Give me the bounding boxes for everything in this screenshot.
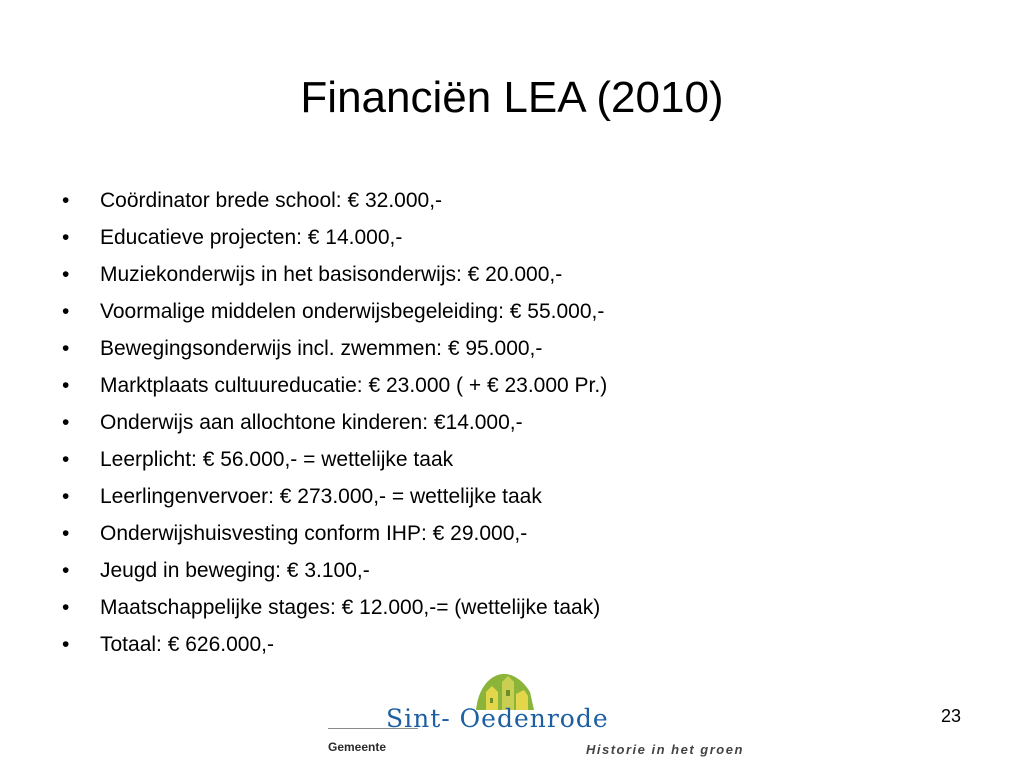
logo-municipality-label: Gemeente	[328, 740, 387, 754]
bullet-text: Leerplicht: € 56.000,- = wettelijke taak	[100, 448, 454, 471]
bullet-dot-icon: •	[62, 411, 70, 434]
bullet-dot-icon: •	[62, 226, 70, 249]
bullet-item	[62, 330, 962, 367]
bullet-item	[62, 404, 962, 441]
bullet-item	[62, 441, 962, 478]
bullet-text: Maatschappelijke stages: € 12.000,-= (wettelijke taak)	[100, 596, 601, 619]
bullet-dot-icon: •	[62, 300, 70, 323]
bullet-text: Jeugd in beweging: € 3.100,-	[100, 559, 370, 582]
bullet-text: Leerlingenvervoer: € 273.000,- = wettelijke taak	[100, 485, 542, 508]
bullet-text: Onderwijs aan allochtone kinderen: €14.000,-	[100, 411, 523, 434]
bullet-item	[62, 515, 962, 552]
bullet-dot-icon: •	[62, 633, 70, 656]
bullet-item	[62, 552, 962, 589]
bullet-dot-icon: •	[62, 374, 70, 397]
bullet-text: Onderwijshuisvesting conform IHP: € 29.000,-	[100, 522, 528, 545]
slide-title: Financiën LEA (2010)	[300, 73, 724, 122]
bullet-text: Educatieve projecten: € 14.000,-	[100, 226, 403, 249]
bullet-list	[62, 182, 962, 663]
bullet-item	[62, 367, 962, 404]
bullet-item	[62, 293, 962, 330]
bullet-item	[62, 219, 962, 256]
bullet-item	[62, 626, 962, 663]
bullet-dot-icon: •	[62, 522, 70, 545]
bullet-dot-icon: •	[62, 559, 70, 582]
bullet-text: Bewegingsonderwijs incl. zwemmen: € 95.000,-	[100, 337, 543, 360]
page-number: 23	[940, 706, 961, 726]
bullet-item	[62, 589, 962, 626]
bullet-item	[62, 478, 962, 515]
bullet-text: Marktplaats cultuureducatie: € 23.000 ( + € 23.000 Pr.)	[100, 374, 608, 397]
bullet-item	[62, 256, 962, 293]
bullet-text: Coördinator brede school: € 32.000,-	[100, 189, 443, 212]
bullet-dot-icon: •	[62, 337, 70, 360]
logo-name: Sint- Oedenrode	[386, 704, 609, 733]
bullet-text: Muziekonderwijs in het basisonderwijs: € 20.000,-	[100, 263, 563, 286]
logo-slogan: Historie in het groen	[586, 742, 744, 757]
bullet-dot-icon: •	[62, 189, 70, 212]
bullet-dot-icon: •	[62, 448, 70, 471]
bullet-dot-icon: •	[62, 263, 70, 286]
bullet-dot-icon: •	[62, 596, 70, 619]
bullet-text: Voormalige middelen onderwijsbegeleiding: € 55.000,-	[100, 300, 605, 323]
bullet-dot-icon: •	[62, 485, 70, 508]
sint-oedenrode-logo	[328, 668, 768, 764]
bullet-text: Totaal: € 626.000,-	[100, 633, 274, 656]
bullet-item	[62, 182, 962, 219]
